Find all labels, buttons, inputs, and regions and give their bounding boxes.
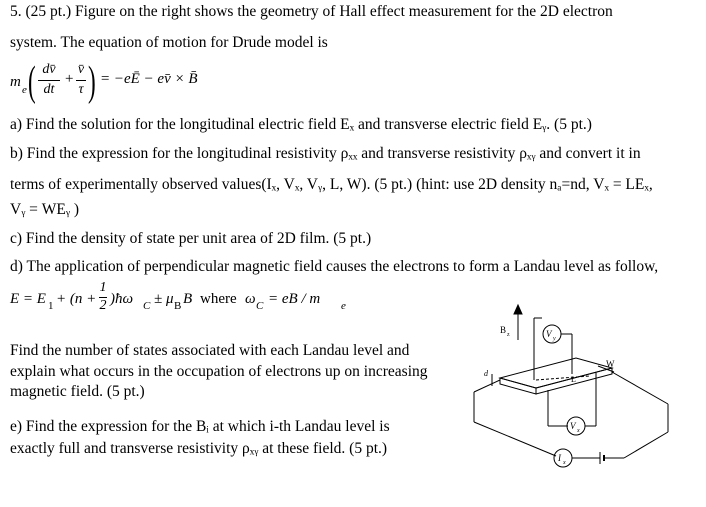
- eq-frac2-num: v̄: [77, 62, 85, 77]
- intro-line-2: system. The equation of motion for Drude model is: [10, 34, 328, 51]
- landau-lhs-sub: 1: [48, 300, 54, 312]
- part-a: a) Find the solution for the longitudinal electric field Eₓ and transverse electric field Eᵧ. (5 pt.): [10, 116, 592, 133]
- part-d-text-2: explain what occurs in the occupation of electrons up on increasing: [10, 363, 428, 380]
- ix-right-diagonal: [624, 432, 668, 458]
- part-b-line-3: Vᵧ = WEᵧ ): [10, 201, 80, 218]
- eq-right-paren: ): [88, 59, 96, 105]
- intro-line-1: 5. (25 pt.) Figure on the right shows the geometry of Hall effect measurement for the 2D electron: [10, 3, 613, 20]
- landau-lhs: E = E: [10, 291, 46, 307]
- b-label: B: [500, 325, 507, 335]
- ix-bottom-wire-left: [474, 422, 556, 456]
- eq-plus: +: [65, 71, 74, 87]
- part-c: c) Find the density of state per unit area of 2D film. (5 pt.): [10, 230, 372, 247]
- vx-label: V: [570, 421, 576, 431]
- landau-rhs2-sub: e: [341, 300, 346, 312]
- part-d-line-1: d) The application of perpendicular magnetic field causes the electrons to form a Landau level as follow,: [10, 258, 659, 275]
- eq-frac1-den: dt: [43, 82, 55, 97]
- landau-rhs2: = eB / m: [268, 291, 321, 307]
- vx-sub: x: [577, 428, 580, 434]
- landau-mid2-sub: C: [143, 300, 151, 312]
- b-sub: z: [507, 332, 510, 338]
- landau-frac-den: 2: [99, 298, 107, 313]
- landau-frac-num: 1: [99, 280, 107, 295]
- d-label: d: [484, 369, 488, 378]
- ix-left-lead: [474, 380, 500, 392]
- b-field-arrowhead: [514, 305, 522, 314]
- ix-label: I: [558, 453, 561, 463]
- landau-mid3: ± μ: [154, 291, 174, 307]
- vy-label: V: [546, 329, 552, 339]
- hall-bar-front: [500, 378, 536, 394]
- part-b-line-2: terms of experimentally observed values(Iₓ, Vₓ, Vᵧ, L, W). (5 pt.) (hint: use 2D density nₐ=nd, Vₓ = LEₓ,: [10, 176, 653, 193]
- landau-mid2: )ħω: [110, 291, 134, 307]
- eq-mass: m: [10, 74, 21, 90]
- landau-mid3-sub: B: [174, 300, 182, 312]
- part-d-text-3: magnetic field. (5 pt.): [10, 383, 145, 400]
- part-e-text-2: exactly full and transverse resistivity ρₓᵧ at these field. (5 pt.): [10, 440, 388, 457]
- eq-left-paren: (: [28, 59, 36, 105]
- part-b-line-1: b) Find the expression for the longitudinal resistivity ρₓₓ and transverse resistivity ρₓᵧ and convert it in: [10, 145, 641, 162]
- length-dim-line: [536, 376, 590, 380]
- ix-right-lead: [612, 372, 668, 404]
- eq-frac1-num: dv̄: [42, 62, 56, 77]
- ix-sub: x: [563, 460, 566, 466]
- part-e-text-1: e) Find the expression for the Bᵢ at which i-th Landau level is: [10, 418, 390, 435]
- hall-bar-top: [500, 358, 612, 388]
- landau-rhs: ω: [245, 291, 256, 307]
- part-d-text-1: Find the number of states associated with each Landau level and: [10, 342, 410, 359]
- eq-rhs: = −eĒ − ev̄ × B̄: [100, 71, 198, 87]
- landau-where: where: [200, 291, 237, 307]
- eq-frac2-den: τ: [78, 82, 84, 97]
- landau-mid4: B: [183, 291, 193, 307]
- l-label: L: [571, 375, 576, 384]
- vy-sub: y: [553, 336, 556, 342]
- eq-mass-sub: e: [22, 84, 27, 96]
- landau-mid1: + (n +: [56, 291, 97, 307]
- w-label: W: [606, 359, 615, 369]
- landau-rhs-sub: C: [256, 300, 264, 312]
